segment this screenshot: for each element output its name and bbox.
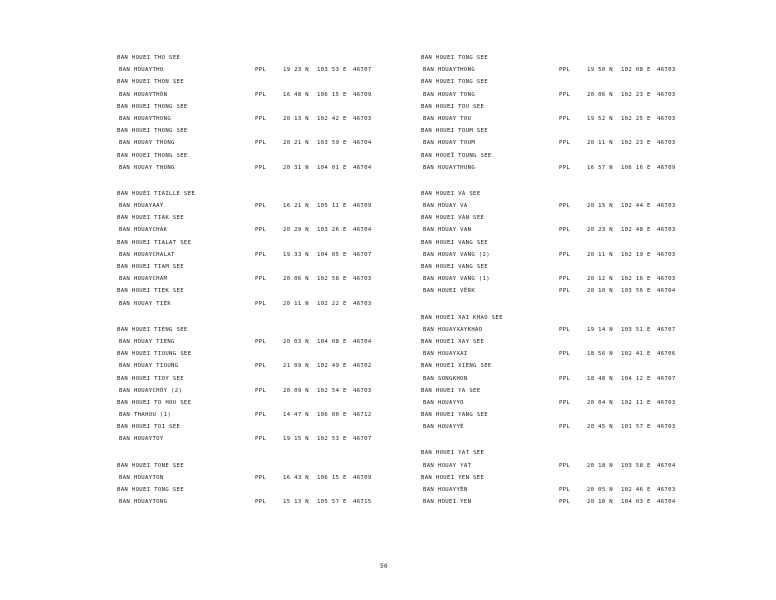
- place-name: BAN HOUAYYĖ: [423, 424, 464, 431]
- entry-row: [421, 162, 776, 174]
- place-name: BAN HOUEI YA SEE: [421, 387, 481, 394]
- cross-reference-row: [421, 472, 776, 484]
- longitude: 102 44 E: [621, 203, 651, 210]
- feature-type: PPL: [255, 499, 267, 506]
- longitude: 105 11 E: [317, 203, 347, 210]
- entry-row: [421, 224, 776, 236]
- map-sheet-code: 46704: [353, 227, 372, 234]
- map-sheet-code: 46703: [657, 91, 676, 98]
- map-sheet-code: 46707: [353, 67, 372, 74]
- longitude: 104 01 E: [317, 164, 347, 171]
- feature-type: PPL: [559, 288, 571, 295]
- map-sheet-code: 46703: [353, 276, 372, 283]
- place-name: BAN HOUAY TOU: [423, 115, 472, 122]
- latitude: 20 06 N: [587, 91, 614, 98]
- map-sheet-code: 46703: [657, 487, 676, 493]
- feature-type: PPL: [559, 115, 571, 122]
- feature-type: PPL: [255, 164, 267, 171]
- map-sheet-code: 46707: [353, 436, 372, 443]
- map-sheet-code: 46709: [657, 164, 676, 171]
- latitude: 20 11 N: [587, 140, 614, 147]
- longitude: 102 23 E: [621, 91, 651, 98]
- latitude: 19 52 N: [587, 115, 614, 122]
- latitude: 20 12 N: [587, 276, 614, 283]
- map-sheet-code: 46704: [657, 462, 676, 469]
- latitude: 16 57 N: [587, 164, 614, 171]
- place-name: BAN HOUAY TIÈK: [119, 300, 172, 307]
- latitude: 20 15 N: [587, 203, 614, 210]
- longitude: 104 03 E: [621, 499, 651, 506]
- place-name: BAN HOUAYTHONG: [119, 115, 172, 122]
- feature-type: PPL: [559, 351, 571, 358]
- map-sheet-code: 46707: [657, 375, 676, 382]
- latitude: 14 47 N: [283, 412, 310, 419]
- place-name: BAN HOUEI VANG SEE: [421, 264, 488, 270]
- feature-type: PPL: [559, 203, 571, 210]
- map-sheet-code: 46709: [353, 91, 372, 98]
- place-name: BAN HOUAY TIOUNG: [119, 363, 179, 370]
- place-name: BAN HOUAYTHUNG: [423, 164, 476, 171]
- longitude: 103 56 E: [621, 288, 651, 295]
- feature-type: PPL: [559, 499, 571, 506]
- map-sheet-code: 46703: [657, 115, 676, 122]
- place-name: BAN HOUAYTHÔN: [119, 91, 168, 98]
- feature-type: PPL: [255, 412, 267, 419]
- map-sheet-code: 46702: [353, 363, 372, 370]
- place-name: BAN HOUAY THONG: [119, 140, 175, 147]
- place-name: BAN HOUEI TIENG SEE: [117, 326, 188, 333]
- place-name: BAN HOUAY VANG (2): [423, 251, 490, 258]
- latitude: 20 06 N: [283, 276, 310, 283]
- cross-reference-row: [421, 261, 776, 273]
- cross-reference-row: [421, 385, 776, 397]
- longitude: 104 12 E: [621, 375, 651, 382]
- latitude: 15 13 N: [283, 499, 310, 506]
- place-name: BAN HOUEI TIAK SEE: [117, 215, 184, 222]
- feature-type: PPL: [559, 227, 571, 234]
- map-sheet-code: 46707: [353, 251, 372, 258]
- latitude: 16 48 N: [283, 91, 310, 98]
- longitude: 102 23 E: [621, 140, 651, 147]
- latitude: 21 09 N: [283, 363, 310, 370]
- feature-type: PPL: [255, 387, 267, 394]
- longitude: 106 15 E: [317, 474, 347, 481]
- entry-row: [421, 137, 776, 149]
- place-name: BAN HOUEI TO HOU SEE: [117, 399, 192, 406]
- place-name: BAN SONGKHON: [423, 375, 468, 382]
- place-name: BAN HOUAY VA: [423, 203, 468, 210]
- place-name: BAN HOUAY TIENG: [119, 338, 175, 345]
- cross-reference-row: [421, 312, 776, 324]
- place-name: BAN HOUEI THONG SEE: [117, 128, 188, 135]
- longitude: 106 15 E: [317, 91, 347, 98]
- row-gap: [421, 174, 776, 188]
- map-sheet-code: 46704: [353, 140, 372, 147]
- entry-row: [421, 89, 776, 101]
- longitude: 106 00 E: [317, 412, 347, 419]
- longitude: 102 58 E: [317, 276, 347, 283]
- place-name: BAN HOUEI TOU SEE: [421, 103, 485, 110]
- page-number: 50: [380, 563, 389, 570]
- place-name: BAN HOUAY TOUM: [423, 140, 476, 147]
- map-sheet-code: 46712: [353, 412, 372, 419]
- feature-type: PPL: [559, 462, 571, 469]
- latitude: 16 43 N: [283, 474, 310, 481]
- feature-type: PPL: [255, 91, 267, 98]
- latitude: 20 11 N: [587, 251, 614, 258]
- map-sheet-code: 46703: [657, 227, 676, 234]
- place-name: BAN HOUEI VAN SEE: [421, 215, 485, 222]
- place-name: BAN HOUAYXAYKHAO: [423, 326, 483, 333]
- map-sheet-code: 46706: [657, 351, 676, 358]
- place-name: BAN HOUEI XAI KHAO SEE: [421, 314, 503, 321]
- latitude: 20 31 N: [283, 164, 310, 171]
- map-sheet-code: 46704: [353, 164, 372, 171]
- latitude: 20 09 N: [283, 387, 310, 394]
- feature-type: PPL: [559, 487, 571, 493]
- longitude: 103 58 E: [621, 462, 651, 469]
- place-name: BAN HOUEI TIEK SEE: [117, 288, 184, 295]
- map-sheet-code: 46703: [657, 203, 676, 210]
- map-sheet-code: 46704: [657, 499, 676, 506]
- map-sheet-code: 46703: [353, 115, 372, 122]
- longitude: 102 49 E: [317, 363, 347, 370]
- feature-type: PPL: [255, 227, 267, 234]
- entry-row: [421, 273, 776, 285]
- place-name: BAN HOUÉI TIAILLE SEE: [117, 190, 196, 197]
- feature-type: PPL: [559, 164, 571, 171]
- feature-type: PPL: [255, 203, 267, 210]
- entry-row: [421, 397, 776, 409]
- feature-type: PPL: [255, 140, 267, 147]
- longitude: 106 16 E: [621, 164, 651, 171]
- feature-type: PPL: [255, 436, 267, 443]
- feature-type: PPL: [255, 474, 267, 481]
- place-name: BAN HOUEI THON SEE: [117, 79, 184, 86]
- place-name: BAN THAHOU (1): [119, 412, 172, 419]
- latitude: 19 23 N: [283, 67, 310, 74]
- longitude: 105 57 E: [317, 499, 347, 506]
- place-name: BAN HOUEI TONG SEE: [117, 487, 184, 493]
- place-name: BAN HOUEI THO SEE: [117, 55, 181, 61]
- place-name: BAN HOUEI VÊRK: [423, 288, 476, 295]
- feature-type: PPL: [255, 67, 267, 74]
- entry-row: [421, 249, 776, 261]
- latitude: 18 56 N: [587, 351, 614, 358]
- cross-reference-row: [421, 52, 776, 64]
- place-name: BAN HOUEI THONG SEE: [117, 103, 188, 110]
- entry-row: [421, 460, 776, 472]
- latitude: 19 15 N: [283, 436, 310, 443]
- place-name: BAN HOUEI TONG SEE: [421, 79, 488, 86]
- feature-type: PPL: [255, 300, 267, 307]
- feature-type: PPL: [559, 424, 571, 431]
- longitude: 103 59 E: [317, 140, 347, 147]
- place-name: BAN HOUAY VANG (1): [423, 276, 490, 283]
- longitude: 102 19 E: [621, 251, 651, 258]
- latitude: 20 03 N: [283, 338, 310, 345]
- feature-type: PPL: [559, 399, 571, 406]
- map-sheet-code: 46704: [353, 338, 372, 345]
- longitude: 102 16 E: [621, 276, 651, 283]
- place-name: BAN HOUEI YAT SEE: [421, 450, 485, 457]
- latitude: 20 21 N: [283, 140, 310, 147]
- cross-reference-row: [421, 212, 776, 224]
- feature-type: PPL: [559, 326, 571, 333]
- latitude: 19 50 N: [587, 67, 614, 74]
- place-name: BAN HOUAYTONG: [119, 499, 168, 506]
- latitude: 20 11 N: [283, 300, 310, 307]
- cross-reference-row: [421, 360, 776, 372]
- feature-type: PPL: [559, 375, 571, 382]
- feature-type: PPL: [559, 140, 571, 147]
- entry-row: [421, 484, 776, 496]
- map-sheet-code: 46703: [353, 300, 372, 307]
- latitude: 20 05 N: [587, 487, 614, 493]
- map-sheet-code: 46703: [353, 387, 372, 394]
- place-name: BAN HOUEI TIOUNG SEE: [117, 351, 192, 358]
- entry-row: [421, 324, 776, 336]
- map-sheet-code: 46703: [657, 251, 676, 258]
- entry-row: [421, 373, 776, 385]
- feature-type: PPL: [255, 115, 267, 122]
- entry-row: [421, 421, 776, 433]
- place-name: BAN HOUAYCHÖY (2): [119, 387, 183, 394]
- longitude: 102 53 E: [317, 436, 347, 443]
- map-sheet-code: 46709: [353, 474, 372, 481]
- place-name: BAN HOUEI TOUM SEE: [421, 128, 488, 135]
- place-name: BAN HOUEI VANG SEE: [421, 239, 488, 246]
- place-name: BAN HOUEI TIOY SEE: [117, 375, 184, 382]
- longitude: 102 41 E: [621, 351, 651, 358]
- place-name: BAN HOUAYCHAK: [119, 227, 168, 234]
- longitude: 103 53 E: [317, 67, 347, 74]
- place-name: BAN HOUEI TONE SEE: [117, 462, 184, 469]
- place-name: BAN HOUEI XIENG SEE: [421, 363, 492, 370]
- map-sheet-code: 46707: [657, 326, 676, 333]
- entry-row: [421, 113, 776, 125]
- longitude: 101 57 E: [621, 424, 651, 431]
- place-name: BAN HOUAYCHAM: [119, 276, 168, 283]
- longitude: 104 05 E: [317, 251, 347, 258]
- cross-reference-row: [421, 101, 776, 113]
- feature-type: PPL: [255, 363, 267, 370]
- latitude: 20 29 N: [283, 227, 310, 234]
- place-name: BAN HOUEI TIALAT SEE: [117, 239, 192, 246]
- row-gap: [421, 298, 776, 312]
- map-sheet-code: 46704: [657, 288, 676, 295]
- place-name: BAN HOUEI TOI SEE: [117, 424, 181, 431]
- longitude: 102 54 E: [317, 387, 347, 394]
- cross-reference-row: [421, 76, 776, 88]
- place-name: BAN HOUAYYO: [423, 399, 464, 406]
- place-name: BAN HOUAYTOY: [119, 436, 164, 443]
- place-name: BAN HOUEI TIAM SEE: [117, 264, 184, 270]
- place-name: BAN HOUEI VA SEE: [421, 190, 481, 197]
- longitude: 102 08 E: [621, 67, 651, 74]
- longitude: 102 11 E: [621, 399, 651, 406]
- place-name: BAN HOUEI YEN SEE: [421, 474, 485, 481]
- latitude: 18 48 N: [587, 375, 614, 382]
- place-name: BAN HOUEÏ TOUNG SEE: [421, 152, 492, 159]
- place-name: BAN HOUAY VAN: [423, 227, 472, 234]
- map-sheet-code: 46703: [657, 424, 676, 431]
- map-sheet-code: 46703: [657, 399, 676, 406]
- place-name: BAN HOUAYCHALAT: [119, 251, 175, 258]
- place-name: BAN HOUEI TONG SEE: [421, 55, 488, 61]
- feature-type: PPL: [559, 276, 571, 283]
- cross-reference-row: [421, 336, 776, 348]
- longitude: 104 08 E: [317, 338, 347, 345]
- latitude: 19 14 N: [587, 326, 614, 333]
- longitude: 102 22 E: [317, 300, 347, 307]
- longitude: 102 46 E: [621, 487, 651, 493]
- cross-reference-row: [421, 409, 776, 421]
- place-name: BAN HOUAYTHO: [119, 67, 164, 74]
- longitude: 103 26 E: [317, 227, 347, 234]
- place-name: BAN HOUEI YANG SEE: [421, 412, 488, 419]
- latitude: 19 33 N: [283, 251, 310, 258]
- place-name: BAN HOUEI XAY SEE: [421, 338, 485, 345]
- longitude: 102 25 E: [621, 115, 651, 122]
- entry-row: [421, 64, 776, 76]
- latitude: 20 18 N: [587, 462, 614, 469]
- feature-type: PPL: [559, 91, 571, 98]
- cross-reference-row: [421, 150, 776, 162]
- cross-reference-row: [421, 237, 776, 249]
- place-name: BAN HOUAYXAI: [423, 351, 468, 358]
- map-sheet-code: 46709: [353, 203, 372, 210]
- entry-row: [421, 348, 776, 360]
- latitude: 20 13 N: [283, 115, 310, 122]
- map-sheet-code: 46703: [657, 140, 676, 147]
- feature-type: PPL: [255, 338, 267, 345]
- map-sheet-code: 46715: [353, 499, 372, 506]
- gazetteer-column-right: [421, 52, 776, 508]
- map-sheet-code: 46703: [657, 67, 676, 74]
- place-name: BAN HOUAYTHONG: [423, 67, 476, 74]
- place-name: BAN HOUAYTON: [119, 474, 164, 481]
- feature-type: PPL: [559, 67, 571, 74]
- cross-reference-row: [421, 447, 776, 459]
- place-name: BAN HOUAY YAT: [423, 462, 472, 469]
- entry-row: [421, 285, 776, 297]
- place-name: BAN HOUEI THONG SEE: [117, 152, 188, 159]
- feature-type: PPL: [559, 251, 571, 258]
- feature-type: PPL: [255, 251, 267, 258]
- latitude: 20 18 N: [587, 499, 614, 506]
- row-gap: [421, 433, 776, 447]
- feature-type: PPL: [255, 276, 267, 283]
- entry-row: [421, 496, 776, 508]
- latitude: 20 23 N: [587, 227, 614, 234]
- place-name: BAN HOUAYAAY: [119, 203, 164, 210]
- map-sheet-code: 46703: [657, 276, 676, 283]
- place-name: BAN HOUAY TONG: [423, 91, 476, 98]
- place-name: BAN HOUEI YEN: [423, 499, 472, 506]
- entry-row: [421, 200, 776, 212]
- latitude: 16 21 N: [283, 203, 310, 210]
- longitude: 102 42 E: [317, 115, 347, 122]
- longitude: 102 48 E: [621, 227, 651, 234]
- latitude: 20 45 N: [587, 424, 614, 431]
- longitude: 103 51 E: [621, 326, 651, 333]
- latitude: 20 10 N: [587, 288, 614, 295]
- latitude: 20 04 N: [587, 399, 614, 406]
- cross-reference-row: [421, 125, 776, 137]
- place-name: BAN HOUAYYÊN: [423, 487, 468, 493]
- place-name: BAN HOUAY THONG: [119, 164, 175, 171]
- cross-reference-row: [421, 188, 776, 200]
